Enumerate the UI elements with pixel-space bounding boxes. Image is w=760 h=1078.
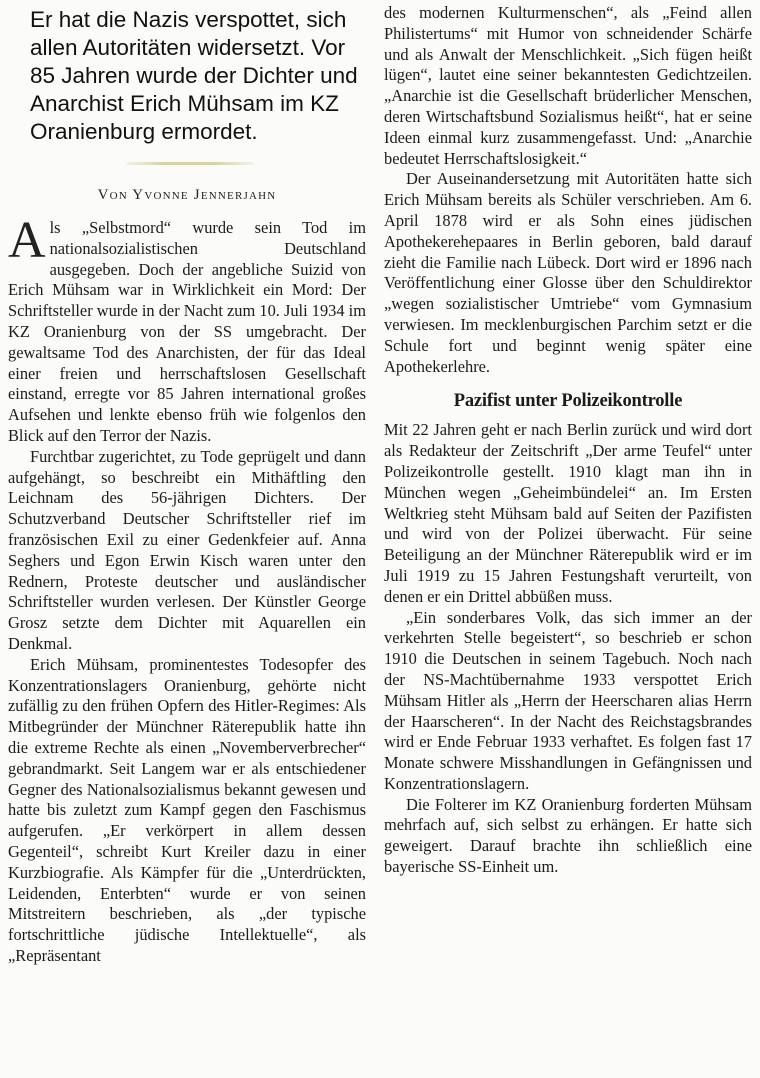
right-column [384, 0, 752, 878]
paragraph-2: Furchtbar zugerichtet, zu Tode geprügelt und dann aufgehängt, so beschreibt ein Mithäftling den Leichnam des 56-jährigen Dichters. Der Schutzverband Deutscher Schriftsteller rief im französischen Exil zu einer Gedenkfeier auf. Anna Seghers und Egon Erwin Kisch waren unter den Rednern, Proteste deutscher und ausländischer Schriftsteller wurden verlesen. Der Künstler George Grosz setzte dem Dichter mit Aquarellen ein Denkmal. [8, 446, 366, 653]
paragraph-7: „Ein sonderbares Volk, das sich immer an der verkehrten Stelle begeistert“, so beschrieb er schon 1910 die Deutschen in seinem Tagebuch. Noch nach der NS-Machtübernahme 1933 verspottet Erich Mühsam Hitler als „Herrn der Heerscharen alias Herrn der Haarscheren“. In der Nacht des Reichstagsbrandes wird er Ende Februar 1933 verhaftet. Es folgen fast 17 Monate schwere Misshandlungen in Gefängnissen und Konzentrationslagern. [384, 607, 752, 793]
byline: Von Yvonne Jennerjahn [97, 187, 277, 203]
article-lead: Er hat die Nazis verspottet, sich allen Autoritäten widersetzt. Vor 85 Jahren wurde der Dichter und Anarchist Erich Mühsam im KZ Oranienburg ermordet. [30, 7, 358, 144]
decorative-rule [126, 162, 254, 165]
paragraph-6: Mit 22 Jahren geht er nach Berlin zurück und wird dort als Redakteur der Zeitschrift „Der arme Teufel“ unter Polizeikontrolle gestellt. 1910 klagt man ihn in München wegen „Geheimbündelei“ an. Im Ersten Weltkrieg steht Mühsam bald auf Seiten der Pazifisten und wird von der Polizei überwacht. Für seine Beteiligung an der Münchner Räterepublik wird er im Juli 1919 zu 15 Jahren Festungshaft verurteilt, von denen er ein Drittel abbüßen muss. [384, 420, 752, 606]
left-column [8, 0, 366, 967]
paragraph-1-text: ls „Selbstmord“ wurde sein Tod im nationalsozialistischen Deutschland ausgegeben. Doch der angebliche Suizid von Erich Mühsam war in Wirklichkeit ein Mord: Der Schriftsteller wurde in der Nacht zum 10. Juli 1934 im KZ Oranienburg von der SS umgebracht. Der gewaltsame Tod des Anarchisten, der für das Ideal einer freien und herrschaftslosen Gesellschaft einstand, erregte vor 85 Jahren international großes Aufsehen und lenkte ebenso früh wie folgenlos den Blick auf den Terror der Nazis. [8, 218, 366, 445]
paragraph-5: Der Auseinandersetzung mit Autoritäten hatte sich Erich Mühsam bereits als Schüler verschrieben. Am 6. April 1878 wird er als Sohn eines jüdischen Apothekerehepaares in Berlin geboren, bald darauf zieht die Familie nach Lübeck. Dort wird er 1896 nach Veröffentlichung einer Glosse über den Schuldirektor „wegen sozialistischer Umtriebe“ vom Gymnasium verwiesen. Im mecklenburgischen Parchim setzt er die Schule fort und beginnt wenig später eine Apothekerlehre. [384, 169, 752, 376]
paragraph-4: des modernen Kulturmenschen“, als „Feind allen Philistertums“ mit Humor von schneidender Schärfe und als Anwalt der Menschlichkeit. „Sich fügen heißt lügen“, lautet eine seiner bekanntesten Gedichtzeilen. „Anarchie ist die Gesellschaft brüderlicher Menschen, deren Wirtschaftsbund Sozialismus heißt“, hat er seine Ideen einmal kurz zusammengefasst. Und: „Anarchie bedeutet Herrschaftslosigkeit.“ [384, 3, 752, 168]
paragraph-3: Erich Mühsam, prominentestes Todesopfer des Konzentrationslagers Oranienburg, gehörte nicht zufällig zu den frühen Opfern des Hitler-Regimes: Als Mitbegründer der Münchner Räterepublik hatte ihn die extreme Rechte als einen „Novemberverbrecher“ gebrandmarkt. Seit Langem war er als entschiedener Gegner des Nationalsozialismus bekannt gewesen und hatte bis zuletzt zum Kampf gegen den Faschismus aufgerufen. „Er verkörpert in allem dessen Gegenteil“, schreibt Kurt Kreiler dazu in einer Kurzbiografie. Als Kämpfer für die „Unterdrückten, Leidenden, Enterbten“ wurde er von seinen Mitstreitern beschrieben, als „der typische fortschrittliche jüdische Intellektuelle“, als „Repräsentant [8, 654, 366, 965]
paragraph-8: Die Folterer im KZ Oranienburg forderten Mühsam mehrfach auf, sich selbst zu erhängen. Er hatte sich geweigert. Darauf brachte ihn schließlich eine bayerische SS-Einheit um. [384, 794, 752, 877]
paragraph-1 [8, 212, 366, 447]
drop-cap: A [8, 212, 46, 269]
section-subheading: Pazifist unter Polizeikontrolle [453, 391, 683, 412]
